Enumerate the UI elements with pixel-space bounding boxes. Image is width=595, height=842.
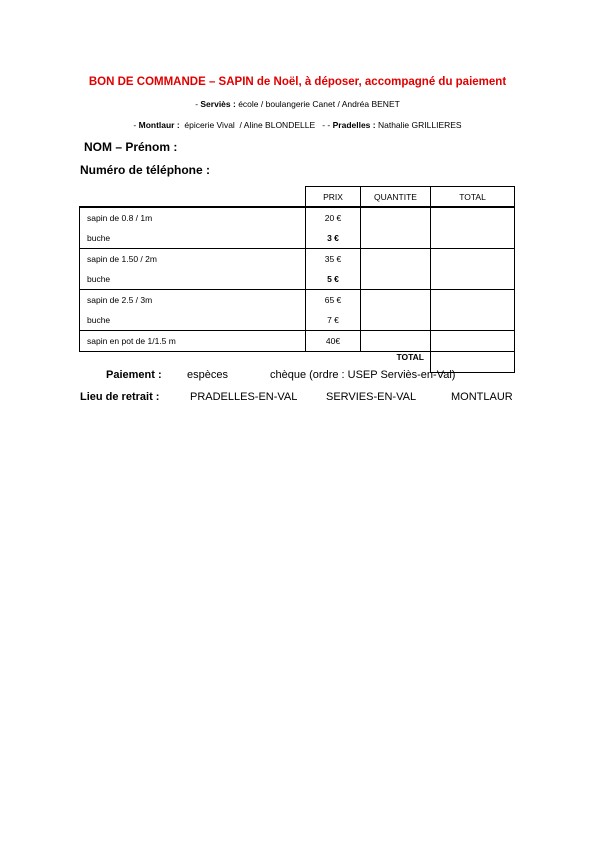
- price-cell: [306, 331, 361, 352]
- retrait-label: Lieu de retrait :: [80, 391, 160, 403]
- table-row: [80, 290, 515, 331]
- title-rest: de Noël, à déposer, accompagné du paiement: [256, 76, 507, 88]
- header-total: TOTAL: [431, 187, 515, 208]
- quantity-field[interactable]: [361, 207, 431, 249]
- product-cell: [80, 249, 306, 290]
- line-total-field[interactable]: [431, 331, 515, 352]
- price-cell: [306, 249, 361, 290]
- product-price: 65 €: [324, 295, 342, 305]
- depots-line-2: - Montlaur : épicerie Vival / Aline BLONDELLE - - Pradelles : Nathalie GRILLIERES: [133, 120, 462, 130]
- product-name: buche: [87, 233, 111, 243]
- retrait-pradelles[interactable]: PRADELLES-EN-VAL: [190, 391, 298, 403]
- title-main: BON DE COMMANDE – SAPIN: [88, 76, 254, 88]
- quantity-field[interactable]: [361, 249, 431, 290]
- depot-montlaur-value: épicerie Vival / Aline BLONDELLE - -: [179, 120, 333, 130]
- product-name: sapin de 0.8 / 1m: [87, 213, 153, 223]
- table-body: [80, 207, 515, 352]
- depot-servies-value: école / boulangerie Canet / Andréa BENET: [235, 99, 400, 109]
- header-prix: PRIX: [306, 187, 361, 208]
- table-row: [80, 331, 515, 352]
- retrait-line: [80, 391, 159, 403]
- depot-pradelles-label: Pradelles :: [332, 120, 376, 130]
- paiement-cheque[interactable]: chèque (ordre : USEP Serviès-en-Val): [270, 369, 456, 381]
- product-name: sapin en pot de 1/1.5 m: [87, 336, 176, 346]
- header-quantite: QUANTITE: [361, 187, 431, 208]
- product-price: 20 €: [324, 213, 342, 223]
- table-header-row: [80, 187, 515, 208]
- product-price: 3 €: [327, 233, 339, 243]
- product-name: sapin de 2.5 / 3m: [87, 295, 153, 305]
- product-price: 5 €: [327, 274, 339, 284]
- line-total-field[interactable]: [431, 249, 515, 290]
- retrait-montlaur[interactable]: MONTLAUR: [451, 391, 513, 403]
- quantity-field[interactable]: [361, 331, 431, 352]
- product-cell: [80, 331, 306, 352]
- quantity-field[interactable]: [361, 290, 431, 331]
- nom-prenom-label: NOM – Prénom :: [84, 140, 178, 154]
- header-blank: [80, 187, 306, 208]
- page-title: [0, 76, 595, 88]
- depot-montlaur-label: Montlaur :: [138, 120, 180, 130]
- product-price: 35 €: [324, 254, 342, 264]
- line-total-field[interactable]: [431, 207, 515, 249]
- line-total-field[interactable]: [431, 290, 515, 331]
- product-name: buche: [87, 274, 111, 284]
- product-price: 7 €: [327, 315, 339, 325]
- total-label: TOTAL: [396, 352, 424, 362]
- depots-line-1: - Serviès : école / boulangerie Canet / Andréa BENET: [195, 99, 400, 109]
- depot-pradelles-value: Nathalie GRILLIERES: [375, 120, 462, 130]
- product-name: sapin de 1.50 / 2m: [87, 254, 157, 264]
- depot-servies-label: Serviès :: [200, 99, 236, 109]
- retrait-servies[interactable]: SERVIES-EN-VAL: [326, 391, 417, 403]
- paiement-especes[interactable]: espèces: [187, 369, 228, 381]
- product-price: 40€: [325, 336, 341, 346]
- table-row: [80, 249, 515, 290]
- price-cell: [306, 290, 361, 331]
- price-cell: [306, 207, 361, 249]
- telephone-label: Numéro de téléphone :: [80, 163, 211, 177]
- paiement-label: Paiement :: [106, 369, 162, 381]
- product-cell: [80, 290, 306, 331]
- table-row: [80, 207, 515, 249]
- product-name: buche: [87, 315, 111, 325]
- order-table: [79, 186, 515, 373]
- product-cell: [80, 207, 306, 249]
- paiement-line: [106, 369, 162, 381]
